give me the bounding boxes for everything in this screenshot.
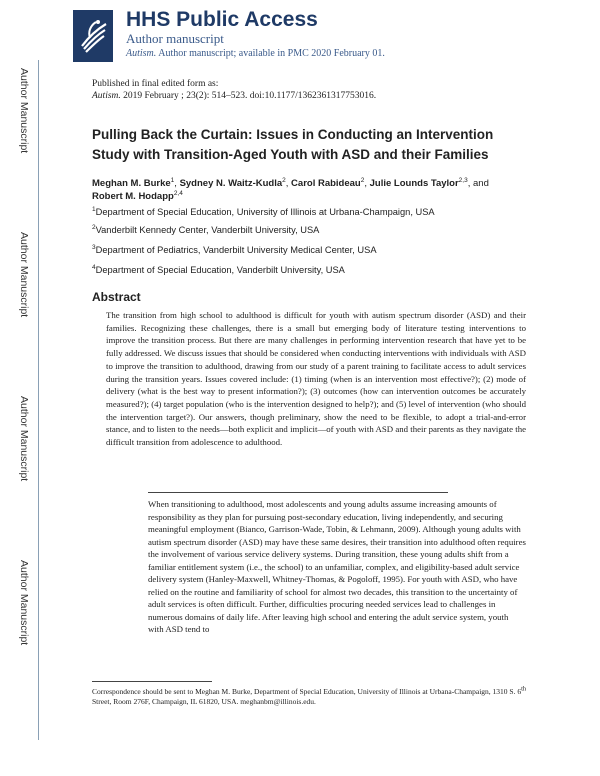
affiliation-sup: 4 — [92, 263, 96, 271]
abstract-text: The transition from high school to adulthood is difficult for youth with autism spectrum disorder (ASD) and their families. Recognizing these challenges, there is a small but emerging body of literature testing interventions to improve the transition process. But there are many challenges in performing intervention research that have yet to be fully addressed. We discuss issues that should be considered when conducting interventions with individuals with ASD to improve the transition to adulthood, drawing from our study of a parent training to facilitate access to adult services during the transition years. Issues covered include: (1) timing (when is an intervention most effective?); (2) mode of delivery (what is the best way to present information?); (3) outcomes (how can intervention outcomes be accurately measured?); (4) target population (who is the intervention designed to help?); and (5) level of intervention (who should the intervention target?). Our answers, though preliminary, show the need to be flexible, to adopt a trial-and-error stance, and to listen to the needs—both explicit and implicit—of youth with ASD and their parents as they navigate the difficult transition from adolescence to adulthood. — [106, 310, 526, 448]
sidebar — [0, 0, 46, 776]
author-name: Julie Lounds Taylor — [369, 178, 459, 189]
affiliation-sup: 2 — [92, 223, 96, 231]
sidebar-label: Author Manuscript — [18, 560, 30, 646]
footnote-text: Correspondence should be sent to Meghan M. Burke, Department of Special Education, University of Illinois at Urbana-Champaign, 1310 S. 6 — [92, 687, 522, 696]
affiliation-text: Department of Pediatrics, Vanderbilt University Medical Center, USA — [95, 245, 377, 255]
author-name: Carol Rabideau — [291, 178, 361, 189]
sidebar-label: Author Manuscript — [18, 396, 30, 482]
publication-citation-line — [92, 90, 376, 102]
sidebar-label: Author Manuscript — [18, 232, 30, 318]
publication-line: Published in final edited form as: — [92, 79, 219, 89]
affiliation — [92, 265, 345, 275]
affiliation-sup: 3 — [92, 243, 96, 251]
footnote-text: Street, Room 276F, Champaign, IL 61820, USA. meghanbm@illinois.edu. — [92, 697, 316, 706]
correspondence-footnote — [92, 687, 532, 707]
affiliation-text: Vanderbilt Kennedy Center, Vanderbilt University, USA — [95, 225, 320, 235]
affiliation-text: Department of Special Education, University of Illinois at Urbana-Champaign, USA — [95, 207, 435, 217]
header-subtitle: Author manuscript — [126, 31, 224, 46]
header-note — [126, 48, 385, 59]
header-journal: Autism. — [126, 48, 157, 59]
author-sup: 2,3 — [458, 176, 468, 184]
affiliation — [92, 225, 319, 235]
footnote-sup: th — [521, 685, 527, 693]
affiliation-text: Department of Special Education, Vanderbilt University, USA — [95, 265, 345, 275]
author-sup: 2 — [360, 176, 365, 184]
author-name: Robert M. Hodapp — [92, 191, 174, 202]
author-list: Meghan M. Burke$^1$, Sydney N. Waitz-Kudla$^2$, Carol Rabideau$^2$, Julie Lounds Taylor$^{2,3}$, and Robert M. Hodapp$^{2,4}$ — [92, 176, 489, 202]
author-name: Sydney N. Waitz-Kudla — [179, 178, 283, 189]
publication-journal: Autism. — [92, 91, 121, 101]
footnote-divider — [92, 681, 212, 682]
header-availability: Author manuscript; available in PMC 2020 February 01. — [158, 48, 385, 59]
publication-info — [92, 78, 376, 102]
affiliation — [92, 207, 435, 217]
abstract-heading: Abstract — [92, 290, 141, 304]
sidebar-label: Author Manuscript — [18, 68, 30, 154]
sidebar-divider — [38, 60, 39, 740]
article-title: Pulling Back the Curtain: Issues in Conducting an Intervention Study with Transition-Aged Youth with ASD and their Families — [92, 127, 494, 162]
author-name: Meghan M. Burke — [92, 178, 171, 189]
page-header — [126, 8, 385, 59]
author-sup: 2,4 — [173, 189, 183, 197]
section-divider — [148, 492, 448, 493]
author-sup: 2 — [282, 176, 286, 184]
publication-citation: 2019 February ; 23(2): 514–523. doi:10.1177/1362361317753016. — [123, 91, 377, 101]
body-paragraph: When transitioning to adulthood, most adolescents and young adults assume increasing amounts of responsibility as they plan for pursuing post-secondary education, living independently, and securing meaningful employment (Bianco, Garrison-Wade, Tobin, & Lehmann, 2009). Although young adults with autism spectrum disorder (ASD) may have these same desires, their transition into adulthood often requires the involvement of various service delivery systems. During transition, these young adults shift from a familiar entitlement system (i.e., the school) to an unfamiliar, complex, and eligibility-based adult service delivery system (Hanley-Maxwell, Whitney-Thomas, & Pogoloff, 1995). For youth with ASD, who have relied on the routine and familiarity of school for almost two decades, this transition to the uncertainty of adult services is often difficult. Further, difficulties procuring needed services lead to challenges in numerous domains of daily life. After leaving high school and entering the adult service system, youth with ASD tend to — [148, 499, 526, 634]
hhs-eagle-logo-icon — [73, 10, 113, 62]
author-and: and — [473, 178, 489, 189]
author-sup: 1 — [170, 176, 175, 184]
affiliation-sup: 1 — [92, 205, 96, 213]
affiliation — [92, 245, 377, 255]
header-title: HHS Public Access — [126, 8, 318, 31]
